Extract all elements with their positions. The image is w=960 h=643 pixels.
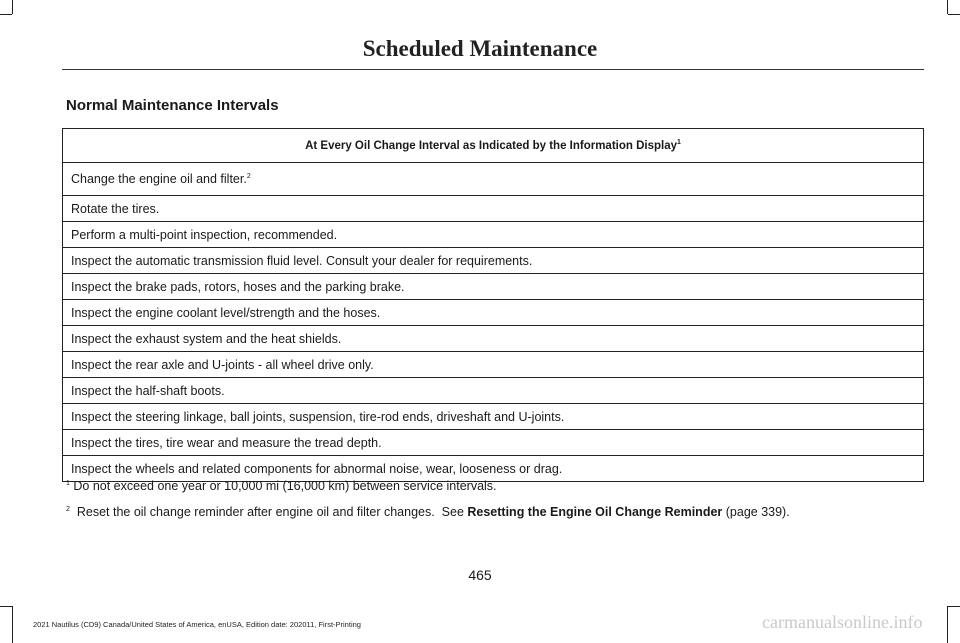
table-row [63,326,924,352]
row-text: Change the engine oil and filter. [71,172,247,186]
crop-mark [948,606,960,607]
header-divider [62,69,924,70]
table-row [63,300,924,326]
table-row [63,378,924,404]
row-text: Inspect the exhaust system and the heat shields. [63,326,924,352]
section-title: Normal Maintenance Intervals [66,97,279,114]
page-number: 465 [468,567,492,583]
table-row [63,430,924,456]
row-text: Inspect the wheels and related components for abnormal noise, wear, looseness or drag. [63,456,924,482]
table-row [63,196,924,222]
row-text: Inspect the half-shaft boots. [63,378,924,404]
page-header-title: Scheduled Maintenance [362,36,598,61]
row-text: Inspect the rear axle and U-joints - all wheel drive only. [63,352,924,378]
crop-mark [0,606,12,607]
footnote-text: Reset the oil change reminder after engine oil and filter changes. See [69,505,468,519]
crop-mark [0,14,12,15]
row-text: Inspect the tires, tire wear and measure the tread depth. [63,430,924,456]
table-row [63,274,924,300]
maintenance-table [62,128,924,482]
row-text: Rotate the tires. [63,196,924,222]
cross-reference-link[interactable]: Resetting the Engine Oil Change Reminder [467,505,723,519]
footnote-1 [66,479,497,493]
edition-info: 2021 Nautilus (CD9) Canada/United States of America, enUSA, Edition date: 202011, First-Printing [33,620,361,629]
crop-mark [947,606,948,643]
crop-mark [12,0,13,14]
crop-mark [12,606,13,643]
table-header-row [63,129,924,163]
row-text: Inspect the automatic transmission fluid level. Consult your dealer for requirements. [63,248,924,274]
table-row [63,352,924,378]
row-text: Inspect the steering linkage, ball joints, suspension, tire-rod ends, driveshaft and U-joints. [63,404,924,430]
table-row [63,163,924,196]
row-text: Inspect the engine coolant level/strength and the hoses. [63,300,924,326]
footnote-ref: 2 [246,172,251,180]
table-row [63,404,924,430]
table-row [63,456,924,482]
watermark: carmanualsonline.info [762,612,923,632]
row-text: Inspect the brake pads, rotors, hoses and the parking brake. [63,274,924,300]
table-row [63,222,924,248]
table-header-text: At Every Oil Change Interval as Indicated by the Information Display [305,139,678,152]
crop-mark [948,14,960,15]
footnote-mark: 1 [66,479,70,487]
footnote-mark: 2 [66,505,70,513]
footnote-ref: 1 [677,138,681,146]
table-row [63,248,924,274]
footnote-text: Do not exceed one year or 10,000 mi (16,000 km) between service intervals. [69,479,497,493]
crop-mark [947,0,948,14]
footnote-2 [66,505,790,519]
footnote-text: (page 339). [722,505,790,519]
table-header-cell [63,129,924,163]
row-text: Perform a multi-point inspection, recommended. [63,222,924,248]
